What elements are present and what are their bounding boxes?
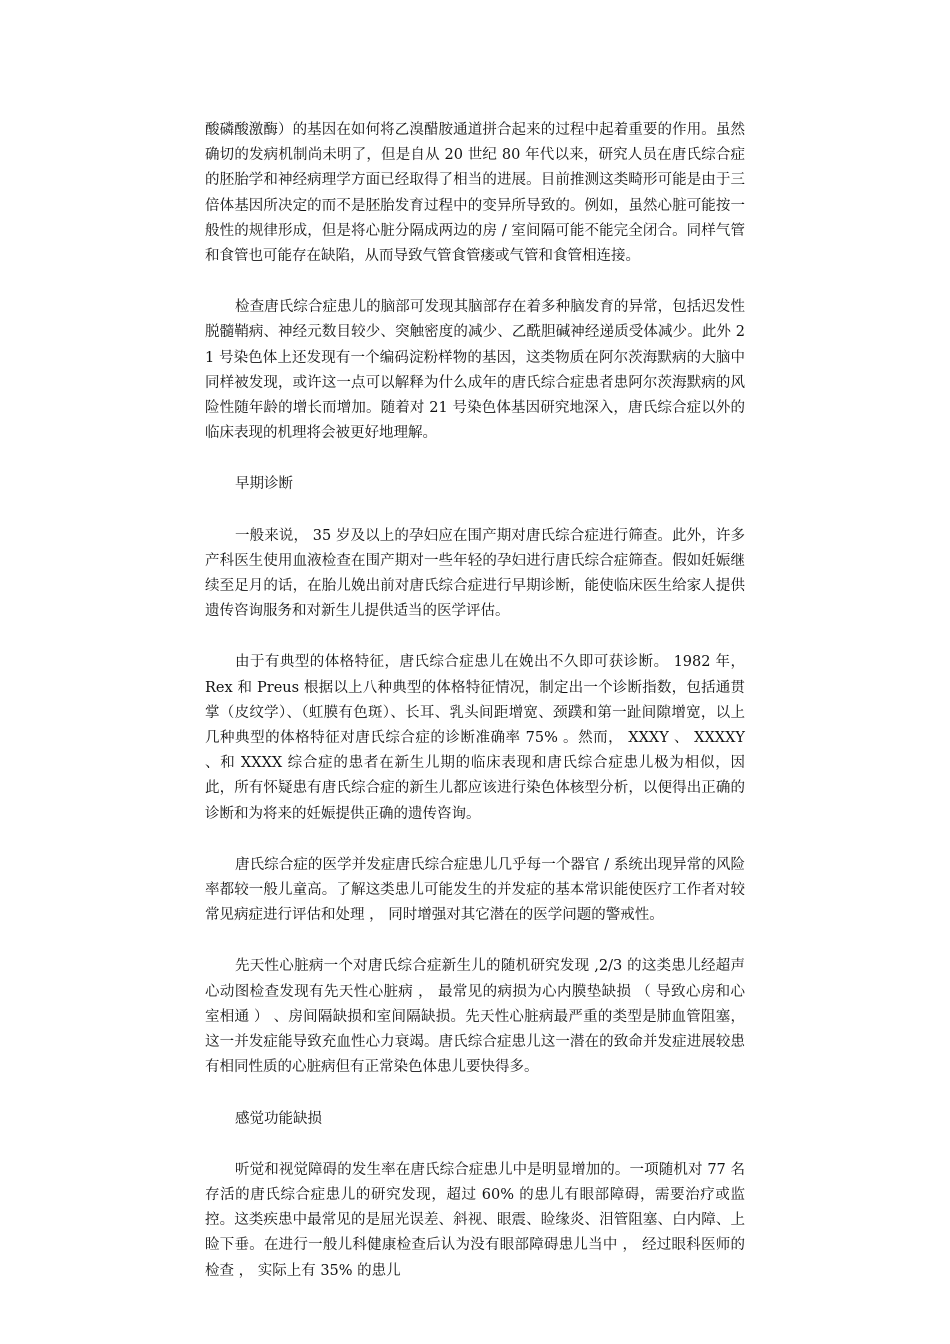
paragraph-brain-findings: 检查唐氏综合症患儿的脑部可发现其脑部存在着多种脑发育的异常，包括迟发性脱髓鞘病、神经元数目较少、突触密度的减少、乙酰胆碱神经递质受体减少。此外 21 号染色体上还发现有一个编码淀粉样物的基因，这类物质在阿尔茨海默病的大脑中同样被发现，或许这一点可以解释为什么成年的唐氏综合症患者患阿尔茨海默病的风险性随年龄的增长而增加。随着对 21 号染色体基因研究地深入，唐氏综合症以外的临床表现的机理将会被更好地理解。 xyxy=(205,299,745,442)
paragraph-physical-features: 由于有典型的体格特征，唐氏综合症患儿在娩出不久即可获诊断。 1982 年， Rex 和 Preus 根据以上八种典型的体格特征情况，制定出一个诊断指数，包括通贯掌（皮纹学）、（虹膜有色斑）、长耳、乳头间距增宽、颈蹼和第一趾间隙增宽，以上几种典型的体格特征对唐氏综合症的诊断准确率 75% 。然而， XXXY 、 XXXXY 、和 XXXX 综合症的患者在新生儿期的临床表现和唐氏综合症患儿极为相似，因此，所有怀疑患有唐氏综合症的新生儿都应该进行染色体核型分析，以便得出正确的诊断和为将来的妊娠提供正确的遗传咨询。 xyxy=(205,654,745,822)
paragraph-prenatal-screening: 一般来说， 35 岁及以上的孕妇应在围产期对唐氏综合症进行筛查。此外，许多产科医生使用血液检查在围产期对一些年轻的孕妇进行唐氏综合症筛查。假如妊娠继续至足月的话，在胎儿娩出前对唐氏综合症进行早期诊断，能使临床医生给家人提供遗传咨询服务和对新生儿提供适当的医学评估。 xyxy=(205,527,745,620)
paragraph-congenital-heart-disease: 先天性心脏病一个对唐氏综合症新生儿的随机研究发现 ,2/3 的这类患儿经超声心动图检查发现有先天性心脏病 ， 最常见的病损为心内膜垫缺损 （ 导致心房和心室相通 ） 、房间隔缺损和室间隔缺损。先天性心脏病最严重的类型是肺血管阻塞，这一并发症能导致充血性心力衰竭。唐氏综合症患儿这一潜在的致命并发症进展较患有相同性质的心脏病但有正常染色体患儿要快得多。 xyxy=(205,958,745,1076)
section-heading-sensory-deficits: 感觉功能缺损 xyxy=(235,1110,322,1127)
section-heading-early-diagnosis: 早期诊断 xyxy=(235,476,293,493)
paragraph-hearing-vision: 听觉和视觉障碍的发生率在唐氏综合症患儿中是明显增加的。一项随机对 77 名存活的唐氏综合症患儿的研究发现，超过 60% 的患儿有眼部障碍，需要治疗或监控。这类疾患中最常见的是屈光误差、斜视、眼震、睑缘炎、泪管阻塞、白内障、上睑下垂。在进行一般儿科健康检查后认为没有眼部障碍患儿当中 ， 经过眼科医师的检查 ， 实际上有 35% 的患儿 xyxy=(205,1161,745,1279)
document-page xyxy=(205,118,745,1310)
paragraph-pathogenesis: 酸磷酸激酶）的基因在如何将乙溴醋胺通道拼合起来的过程中起着重要的作用。虽然确切的发病机制尚未明了，但是自从 20 世纪 80 年代以来，研究人员在唐氏综合症的胚胎学和神经病理学方面已经取得了相当的进展。目前推测这类畸形可能是由于三倍体基因所决定的而不是胚胎发育过程中的变异所导致的。例如，虽然心脏可能按一般性的规律形成，但是将心脏分隔成两边的房 / 室间隔可能不能完全闭合。同样气管和食管也可能存在缺陷，从而导致气管食管瘘或气管和食管相连接。 xyxy=(205,122,745,265)
paragraph-medical-complications: 唐氏综合症的医学并发症唐氏综合症患儿几乎每一个器官 / 系统出现异常的风险率都较一般儿童高。了解这类患儿可能发生的并发症的基本常识能使医疗工作者对较常见病症进行评估和处理 ， 同时增强对其它潜在的医学问题的警戒性。 xyxy=(205,856,745,924)
